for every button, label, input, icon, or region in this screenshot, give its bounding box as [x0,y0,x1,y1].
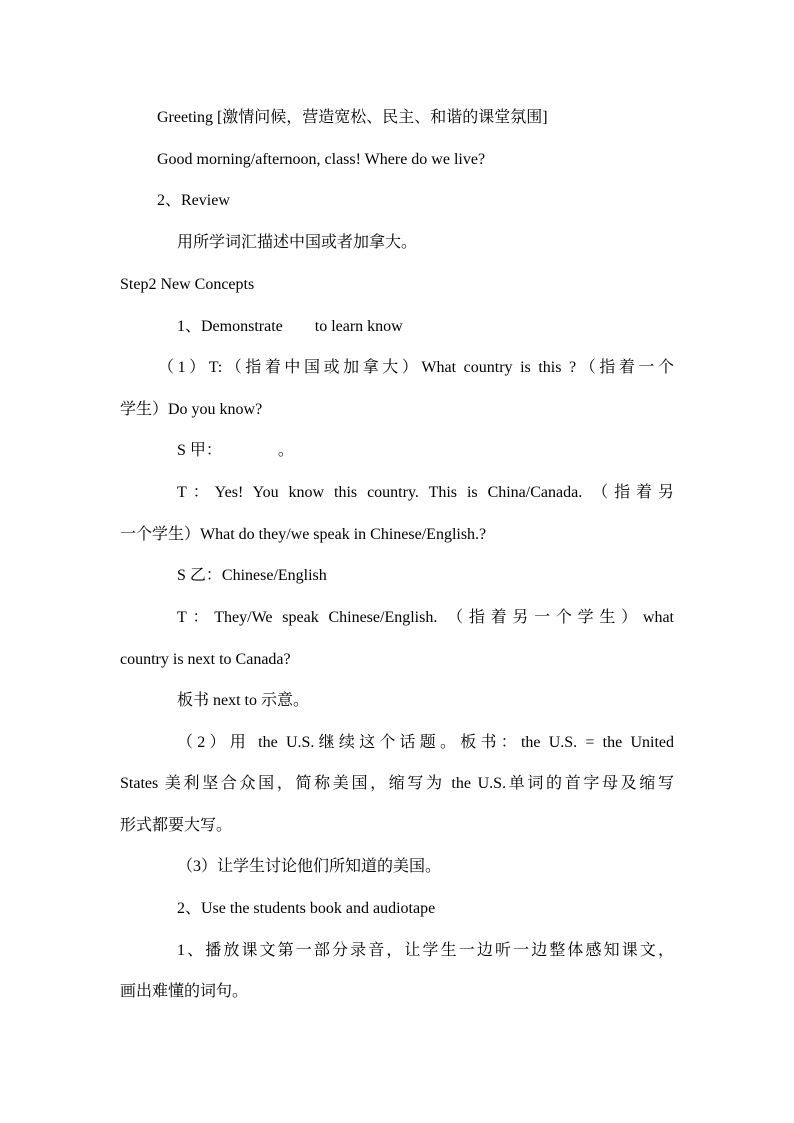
paragraph-2-line-1: （2）用 the U.S.继续这个话题。板书：the U.S. = the United [177,734,674,751]
student-b-line: S 乙：Chinese/English [177,567,327,584]
greeting-dialogue-line: Good morning/afternoon, class! Where do we live? [157,151,486,168]
teacher-line-4: country is next to Canada? [120,651,291,668]
paragraph-2-line-3: 形式都要大写。 [120,817,233,834]
paragraph-1-line-1: （1）T:（指着中国或加拿大）What country is this ?（指着一个 [158,359,674,376]
student-a-line: S 甲： 。 [177,442,294,459]
teacher-line-2: 一个学生）What do they/we speak in Chinese/English.? [120,526,487,543]
paragraph-1-line-2: 学生）Do you know? [120,401,263,418]
audiotape-step-line-1: 1、播放课文第一部分录音，让学生一边听一边整体感知课文， [177,942,674,959]
greeting-line: Greeting [激情问候，营造宽松、民主、和谐的课堂氛围] [157,109,548,126]
demonstrate-heading: 1、Demonstrate to learn know [177,318,403,335]
teacher-line-1: T：Yes! You know this country. This is China/Canada. （指着另 [177,484,674,501]
paragraph-3-line: （3）让学生讨论他们所知道的美国。 [177,858,442,875]
paragraph-2-line-2: States 美利坚合众国，简称美国，缩写为 the U.S.单词的首字母及缩写 [120,775,674,792]
audiotape-heading: 2、Use the students book and audiotape [177,900,436,917]
review-instruction: 用所学词汇描述中国或者加拿大。 [177,234,418,251]
audiotape-step-line-2: 画出难懂的词句。 [120,983,249,1000]
blackboard-note: 板书 next to 示意。 [177,692,309,709]
review-heading: 2、Review [157,192,230,209]
teacher-line-3: T：They/We speak Chinese/English. （指着另一个学生）what [177,609,674,626]
step2-heading: Step2 New Concepts [120,276,255,293]
